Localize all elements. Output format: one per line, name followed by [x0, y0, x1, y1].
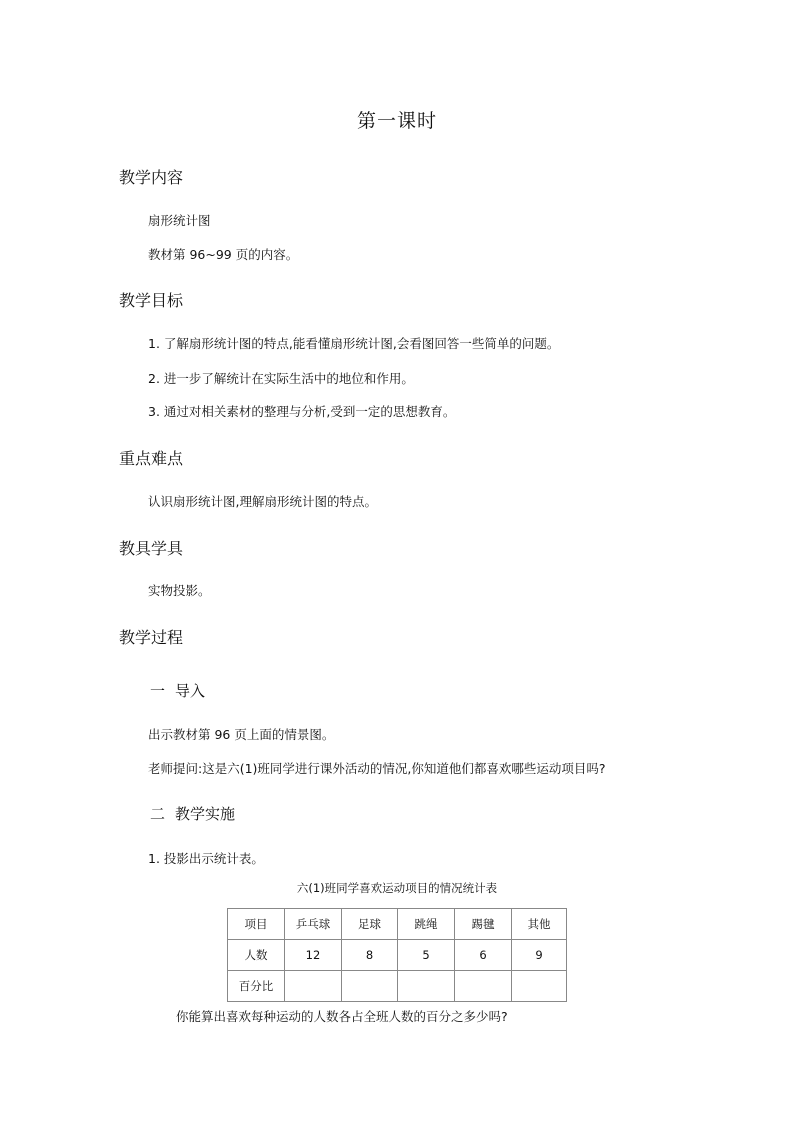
- table-caption: 六(1)班同学喜欢运动项目的情况统计表: [296, 881, 498, 895]
- table-cell: 8: [342, 940, 398, 971]
- goal-item-1: 1. 了解扇形统计图的特点,能看懂扇形统计图,会看图回答一些简单的问题。: [148, 336, 560, 351]
- implementation-step-1: 1. 投影出示统计表。: [148, 851, 264, 866]
- question-line: 你能算出喜欢每种运动的人数各占全班人数的百分之多少吗?: [176, 1009, 508, 1024]
- subheading-intro-number: 一: [150, 682, 166, 700]
- subheading-intro: [150, 680, 205, 701]
- heading-teaching-content: 教学内容: [119, 168, 184, 187]
- heading-teaching-tools: 教具学具: [119, 539, 184, 558]
- table-cell: 5: [398, 940, 455, 971]
- goal-item-2: 2. 进一步了解统计在实际生活中的地位和作用。: [148, 371, 414, 386]
- goal-item-3: 3. 通过对相关素材的整理与分析,受到一定的思想教育。: [148, 404, 456, 419]
- heading-key-points: 重点难点: [119, 449, 184, 468]
- intro-line-2: 老师提问:这是六(1)班同学进行课外活动的情况,你知道他们都喜欢哪些运动项目吗?: [148, 761, 606, 776]
- page-title: 第一课时: [356, 110, 437, 132]
- table-header-cell: 乒乓球: [285, 909, 342, 940]
- table-cell: 9: [512, 940, 567, 971]
- table-cell: 12: [285, 940, 342, 971]
- table-cell: 百分比: [228, 971, 285, 1002]
- table-header-cell: 足球: [342, 909, 398, 940]
- intro-line-1: 出示教材第 96 页上面的情景图。: [148, 727, 335, 742]
- table-cell: [285, 971, 342, 1002]
- subheading-implementation-number: 二: [150, 805, 166, 823]
- subheading-implementation-label: 教学实施: [175, 805, 236, 823]
- heading-teaching-goals: 教学目标: [119, 291, 184, 310]
- key-points-line: 认识扇形统计图,理解扇形统计图的特点。: [148, 494, 377, 509]
- table-cell: [455, 971, 512, 1002]
- table-header-cell: 踢毽: [455, 909, 512, 940]
- table-cell: [342, 971, 398, 1002]
- table-cell: 人数: [228, 940, 285, 971]
- heading-teaching-process: 教学过程: [119, 628, 184, 647]
- tools-line: 实物投影。: [148, 583, 211, 598]
- subheading-intro-label: 导入: [175, 682, 206, 700]
- content-line-2: 教材第 96~99 页的内容。: [148, 247, 299, 262]
- table-header-cell: 项目: [228, 909, 285, 940]
- content-line-1: 扇形统计图: [148, 213, 211, 228]
- table-header-cell: 跳绳: [398, 909, 455, 940]
- subheading-implementation: [150, 803, 235, 824]
- table-cell: 6: [455, 940, 512, 971]
- table-row: [228, 940, 567, 971]
- table-cell: [398, 971, 455, 1002]
- statistics-table: [227, 908, 567, 1002]
- table-row: [228, 971, 567, 1002]
- table-header-cell: 其他: [512, 909, 567, 940]
- table-cell: [512, 971, 567, 1002]
- table-row: [228, 909, 567, 940]
